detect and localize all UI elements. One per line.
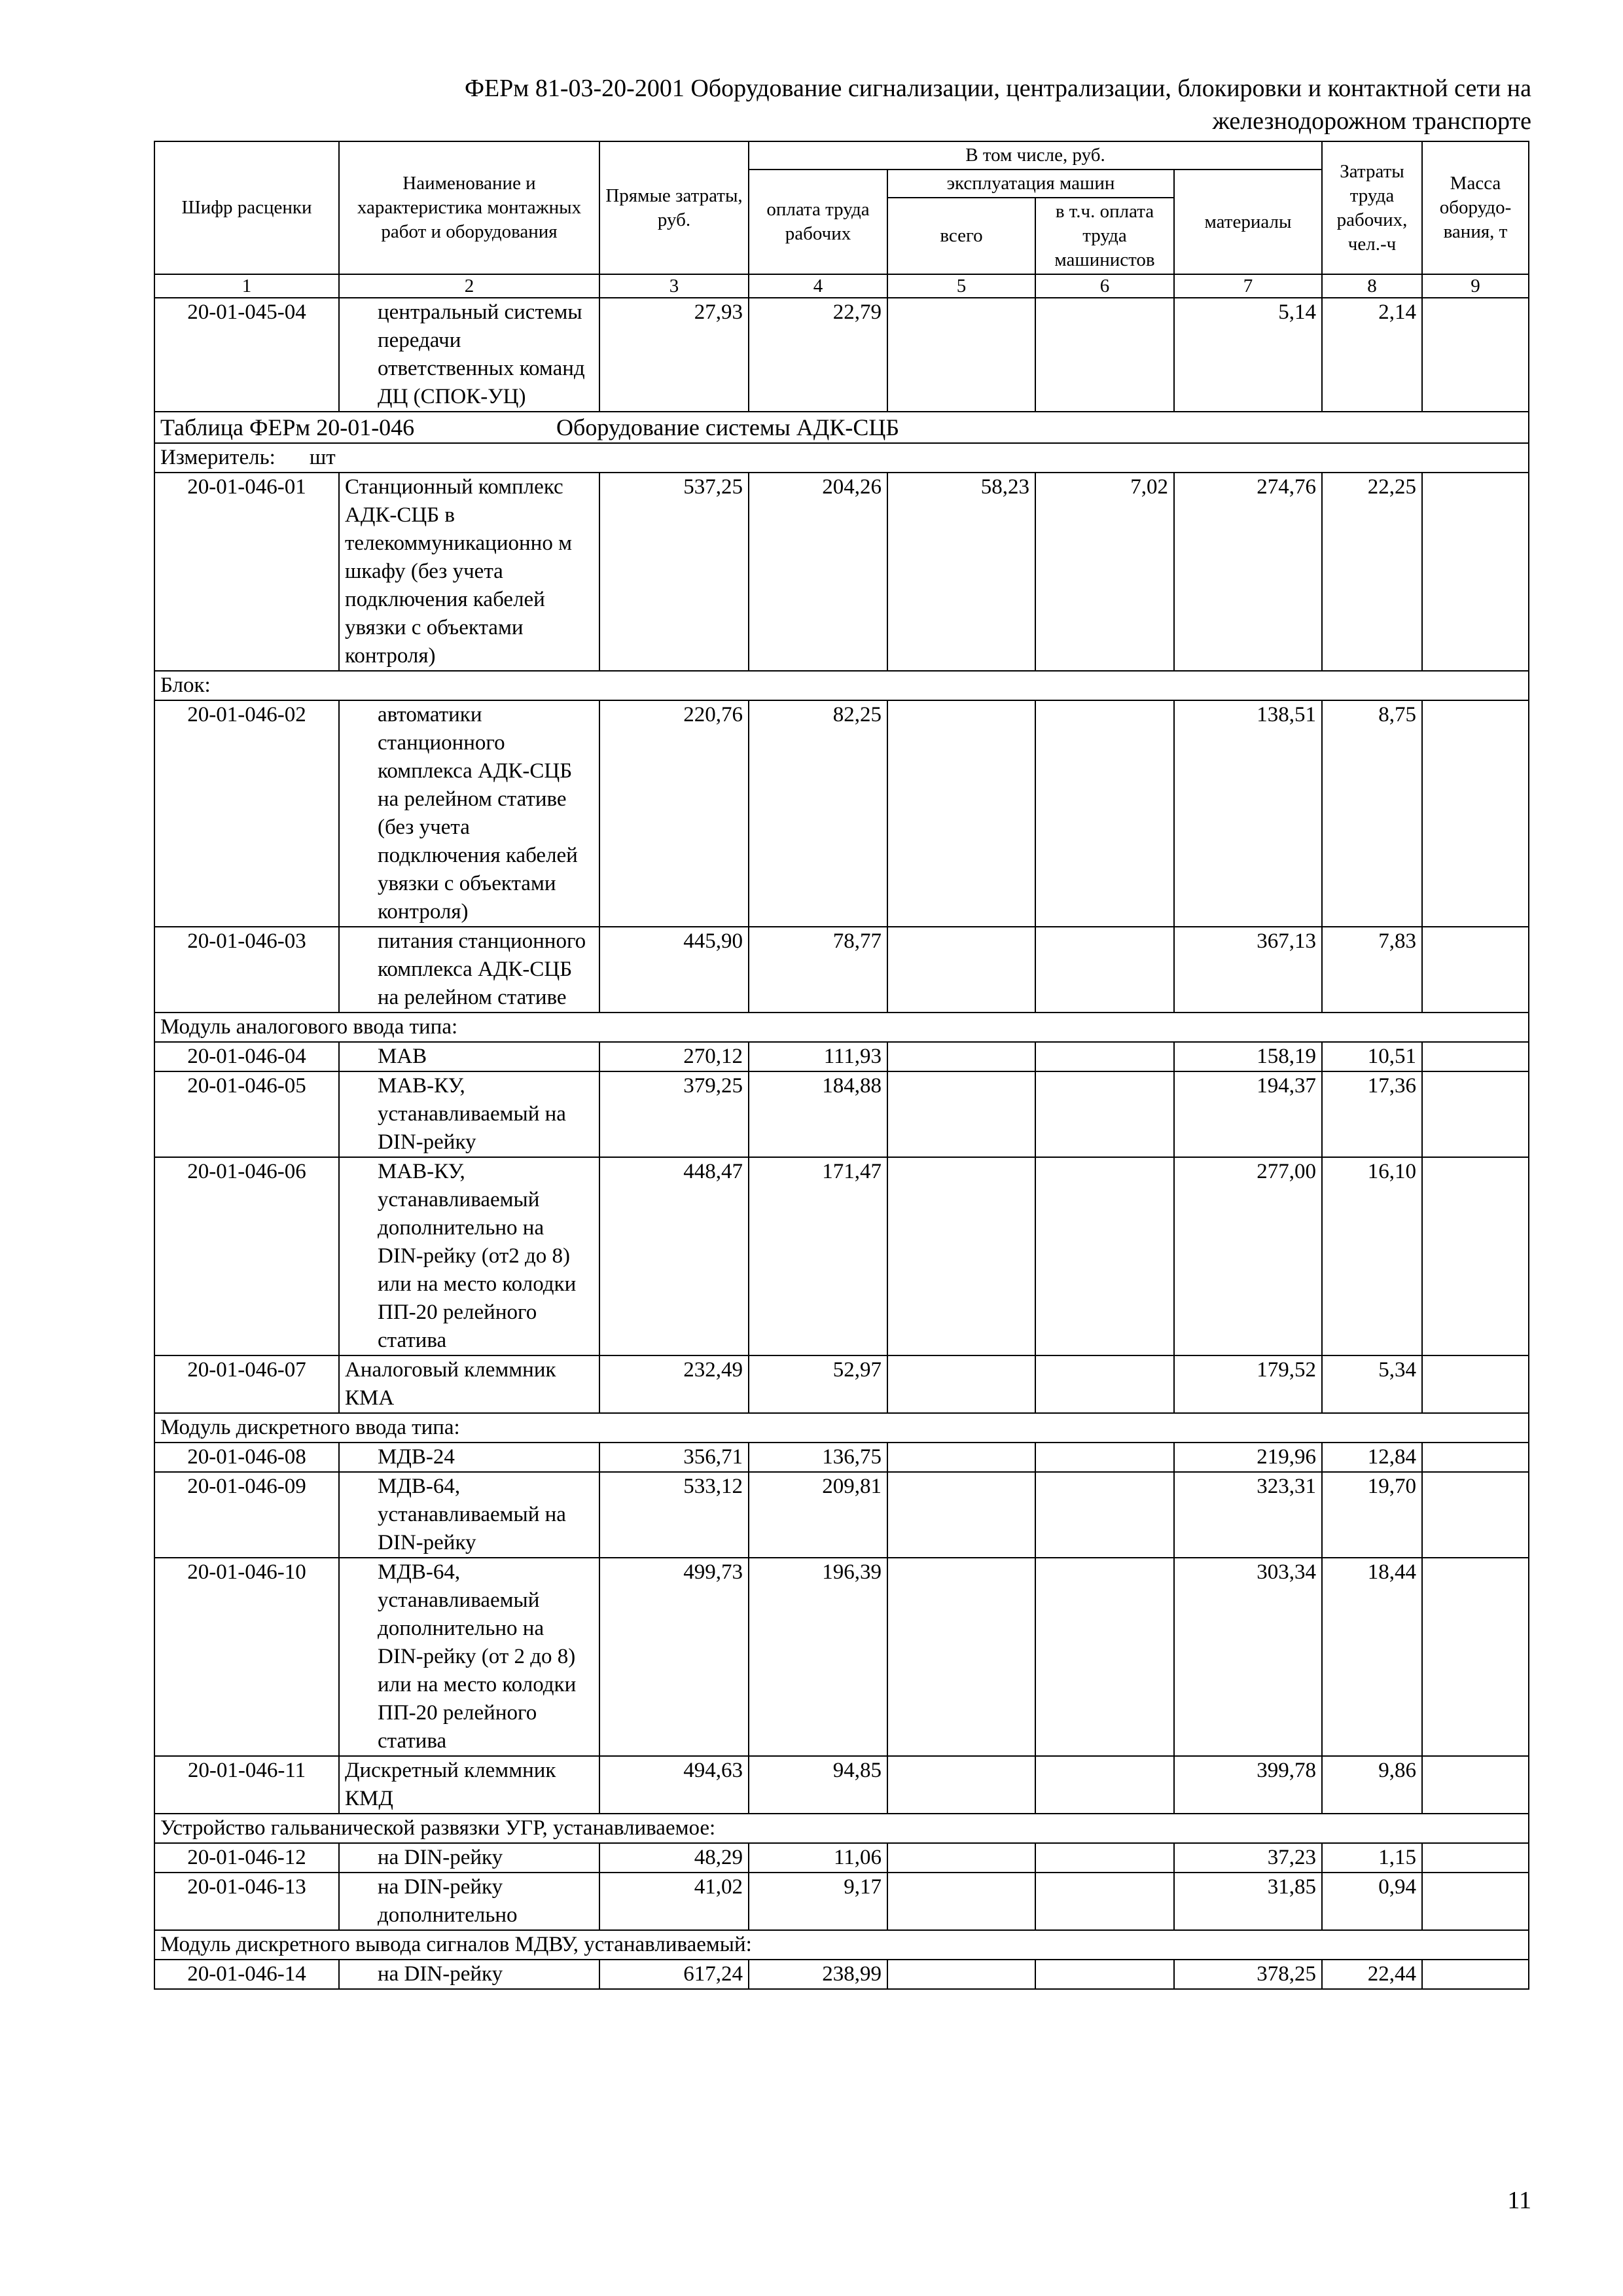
materials: 323,31 <box>1174 1472 1322 1558</box>
direct-cost: 27,93 <box>599 298 749 412</box>
col-header-mass: Масса оборудо-вания, т <box>1422 141 1529 274</box>
mass <box>1422 1843 1529 1873</box>
machinist-pay <box>1035 1042 1174 1071</box>
labor-pay: 209,81 <box>749 1472 887 1558</box>
machines-total <box>887 1960 1035 1989</box>
direct-cost: 48,29 <box>599 1843 749 1873</box>
rate-code: 20-01-046-05 <box>154 1071 339 1157</box>
rate-name: на DIN-рейку <box>339 1960 599 1989</box>
labor-hours: 16,10 <box>1322 1157 1422 1355</box>
table-caption-row <box>154 412 1529 443</box>
direct-cost: 448,47 <box>599 1157 749 1355</box>
labor-pay: 204,26 <box>749 473 887 671</box>
group-label-analog: Модуль аналогового ввода типа: <box>154 1013 1529 1042</box>
labor-hours: 8,75 <box>1322 700 1422 927</box>
labor-pay: 111,93 <box>749 1042 887 1071</box>
machines-total <box>887 927 1035 1013</box>
machinist-pay <box>1035 1355 1174 1413</box>
rate-name: на DIN-рейку <box>339 1843 599 1873</box>
table-row <box>154 927 1529 1013</box>
group-label-ugr: Устройство гальванической развязки УГР, устанавливаемое: <box>154 1814 1529 1843</box>
rate-name: МАВ-КУ, устанавливаемый на DIN-рейку <box>339 1071 599 1157</box>
labor-pay: 238,99 <box>749 1960 887 1989</box>
mass <box>1422 1472 1529 1558</box>
labor-pay: 82,25 <box>749 700 887 927</box>
col-number: 1 <box>154 274 339 298</box>
materials: 274,76 <box>1174 473 1322 671</box>
machines-total <box>887 1843 1035 1873</box>
machines-total <box>887 1756 1035 1814</box>
table-row <box>154 700 1529 927</box>
col-number: 2 <box>339 274 599 298</box>
machines-total <box>887 1157 1035 1355</box>
machinist-pay <box>1035 700 1174 927</box>
mass <box>1422 1960 1529 1989</box>
machinist-pay <box>1035 1843 1174 1873</box>
table-row <box>154 1558 1529 1756</box>
direct-cost: 499,73 <box>599 1558 749 1756</box>
measure-row <box>154 443 1529 473</box>
materials: 179,52 <box>1174 1355 1322 1413</box>
direct-cost: 41,02 <box>599 1873 749 1930</box>
rate-code: 20-01-046-03 <box>154 927 339 1013</box>
col-number: 4 <box>749 274 887 298</box>
table-row <box>154 1756 1529 1814</box>
direct-cost: 537,25 <box>599 473 749 671</box>
col-header-direct: Прямые затраты, руб. <box>599 141 749 274</box>
direct-cost: 356,71 <box>599 1443 749 1472</box>
rate-code: 20-01-046-07 <box>154 1355 339 1413</box>
machinist-pay <box>1035 1960 1174 1989</box>
rate-code: 20-01-046-09 <box>154 1472 339 1558</box>
col-header-code: Шифр расценки <box>154 141 339 274</box>
group-label-mdvu: Модуль дискретного вывода сигналов МДВУ, устанавливаемый: <box>154 1930 1529 1960</box>
table-row <box>154 1157 1529 1355</box>
table-caption <box>154 412 1529 443</box>
table-row <box>154 1071 1529 1157</box>
machinist-pay <box>1035 927 1174 1013</box>
table-label: Таблица ФЕРм 20-01-046 <box>160 414 415 440</box>
col-number: 8 <box>1322 274 1422 298</box>
rate-name: МАВ-КУ, устанавливаемый дополнительно на DIN-рейку (от2 до 8) или на место колодки ПП-20 релейного статива <box>339 1157 599 1355</box>
measure-unit: шт <box>309 446 336 469</box>
rate-code: 20-01-046-04 <box>154 1042 339 1071</box>
labor-hours: 18,44 <box>1322 1558 1422 1756</box>
rate-name: на DIN-рейку дополнительно <box>339 1873 599 1930</box>
labor-pay: 11,06 <box>749 1843 887 1873</box>
machines-total <box>887 1071 1035 1157</box>
machines-total <box>887 298 1035 412</box>
labor-hours: 1,15 <box>1322 1843 1422 1873</box>
rate-code: 20-01-046-14 <box>154 1960 339 1989</box>
rate-code: 20-01-046-08 <box>154 1443 339 1472</box>
labor-pay: 78,77 <box>749 927 887 1013</box>
machinist-pay <box>1035 1558 1174 1756</box>
materials: 277,00 <box>1174 1157 1322 1355</box>
rate-code: 20-01-046-10 <box>154 1558 339 1756</box>
rate-name: Аналоговый клеммник КМА <box>339 1355 599 1413</box>
mass <box>1422 473 1529 671</box>
materials: 37,23 <box>1174 1843 1322 1873</box>
col-number: 3 <box>599 274 749 298</box>
machines-total <box>887 1355 1035 1413</box>
labor-hours: 22,25 <box>1322 473 1422 671</box>
group-row <box>154 1814 1529 1843</box>
rate-code: 20-01-046-13 <box>154 1873 339 1930</box>
machinist-pay <box>1035 1756 1174 1814</box>
rate-name: автоматики станционного комплекса АДК-СЦБ на релейном стативе (без учета подключения кабелей увязки с объектами контроля) <box>339 700 599 927</box>
labor-pay: 196,39 <box>749 1558 887 1756</box>
rate-name: МДВ-64, устанавливаемый на DIN-рейку <box>339 1472 599 1558</box>
machinist-pay <box>1035 298 1174 412</box>
materials: 194,37 <box>1174 1071 1322 1157</box>
rate-code: 20-01-045-04 <box>154 298 339 412</box>
rate-name: МДВ-24 <box>339 1443 599 1472</box>
table-row <box>154 1042 1529 1071</box>
table-row <box>154 1873 1529 1930</box>
materials: 303,34 <box>1174 1558 1322 1756</box>
col-header-labor-cost: Затраты труда рабочих, чел.-ч <box>1322 141 1422 274</box>
direct-cost: 379,25 <box>599 1071 749 1157</box>
mass <box>1422 298 1529 412</box>
machines-total <box>887 700 1035 927</box>
rates-table <box>154 141 1529 1990</box>
measure <box>154 443 1529 473</box>
mass <box>1422 1443 1529 1472</box>
page-number: 11 <box>1507 2187 1531 2214</box>
labor-hours: 22,44 <box>1322 1960 1422 1989</box>
machines-total <box>887 1443 1035 1472</box>
labor-pay: 171,47 <box>749 1157 887 1355</box>
measure-label: Измеритель: <box>160 446 276 469</box>
document-title: ФЕРм 81-03-20-2001 Оборудование сигнализации, централизации, блокировки и контактной сети на железнодорожном транспорте <box>464 75 1531 135</box>
table-row <box>154 298 1529 412</box>
table-row <box>154 1472 1529 1558</box>
col-header-machinist-pay: в т.ч. оплата труда машинистов <box>1035 198 1174 274</box>
materials: 5,14 <box>1174 298 1322 412</box>
rate-name: центральный системы передачи ответственных команд ДЦ (СПОК-УЦ) <box>339 298 599 412</box>
col-header-including: В том числе, руб. <box>749 141 1322 170</box>
mass <box>1422 1157 1529 1355</box>
rate-name: МДВ-64, устанавливаемый дополнительно на DIN-рейку (от 2 до 8) или на место колодки ПП-20 релейного статива <box>339 1558 599 1756</box>
col-number: 6 <box>1035 274 1174 298</box>
group-row <box>154 1930 1529 1960</box>
rate-code: 20-01-046-11 <box>154 1756 339 1814</box>
materials: 31,85 <box>1174 1873 1322 1930</box>
machinist-pay: 7,02 <box>1035 473 1174 671</box>
mass <box>1422 1558 1529 1756</box>
labor-hours: 10,51 <box>1322 1042 1422 1071</box>
table-header <box>154 141 1529 298</box>
table-row <box>154 1960 1529 1989</box>
column-numbers-row <box>154 274 1529 298</box>
machines-total <box>887 1472 1035 1558</box>
mass <box>1422 1873 1529 1930</box>
materials: 219,96 <box>1174 1443 1322 1472</box>
mass <box>1422 1071 1529 1157</box>
machines-total <box>887 1558 1035 1756</box>
rate-code: 20-01-046-06 <box>154 1157 339 1355</box>
col-number: 7 <box>1174 274 1322 298</box>
rate-code: 20-01-046-01 <box>154 473 339 671</box>
machinist-pay <box>1035 1157 1174 1355</box>
labor-pay: 9,17 <box>749 1873 887 1930</box>
labor-pay: 136,75 <box>749 1443 887 1472</box>
materials: 138,51 <box>1174 700 1322 927</box>
machinist-pay <box>1035 1873 1174 1930</box>
labor-hours: 9,86 <box>1322 1756 1422 1814</box>
labor-hours: 2,14 <box>1322 298 1422 412</box>
table-title: Оборудование системы АДК-СЦБ <box>556 414 900 440</box>
group-label-discrete: Модуль дискретного ввода типа: <box>154 1413 1529 1443</box>
machinist-pay <box>1035 1071 1174 1157</box>
labor-pay: 22,79 <box>749 298 887 412</box>
direct-cost: 445,90 <box>599 927 749 1013</box>
table-row <box>154 1843 1529 1873</box>
mass <box>1422 1042 1529 1071</box>
col-header-materials: материалы <box>1174 170 1322 274</box>
machines-total <box>887 1042 1035 1071</box>
direct-cost: 533,12 <box>599 1472 749 1558</box>
group-row <box>154 1013 1529 1042</box>
group-label-block: Блок: <box>154 671 1529 700</box>
table-row <box>154 1355 1529 1413</box>
mass <box>1422 1756 1529 1814</box>
mass <box>1422 927 1529 1013</box>
materials: 399,78 <box>1174 1756 1322 1814</box>
col-number: 5 <box>887 274 1035 298</box>
col-number: 9 <box>1422 274 1529 298</box>
machinist-pay <box>1035 1472 1174 1558</box>
table-row <box>154 1443 1529 1472</box>
col-header-name: Наименование и характеристика монтажных работ и оборудования <box>339 141 599 274</box>
rate-name: питания станционного комплекса АДК-СЦБ на релейном стативе <box>339 927 599 1013</box>
machines-total <box>887 1873 1035 1930</box>
rate-code: 20-01-046-02 <box>154 700 339 927</box>
rate-name: Дискретный клеммник КМД <box>339 1756 599 1814</box>
rate-name: МАВ <box>339 1042 599 1071</box>
direct-cost: 617,24 <box>599 1960 749 1989</box>
group-row <box>154 671 1529 700</box>
materials: 378,25 <box>1174 1960 1322 1989</box>
labor-hours: 7,83 <box>1322 927 1422 1013</box>
labor-hours: 19,70 <box>1322 1472 1422 1558</box>
col-header-machines-total: всего <box>887 198 1035 274</box>
machines-total: 58,23 <box>887 473 1035 671</box>
labor-hours: 12,84 <box>1322 1443 1422 1472</box>
rate-code: 20-01-046-12 <box>154 1843 339 1873</box>
labor-hours: 0,94 <box>1322 1873 1422 1930</box>
direct-cost: 232,49 <box>599 1355 749 1413</box>
table-row <box>154 473 1529 671</box>
direct-cost: 220,76 <box>599 700 749 927</box>
col-header-labor-pay: оплата труда рабочих <box>749 170 887 274</box>
direct-cost: 270,12 <box>599 1042 749 1071</box>
labor-hours: 17,36 <box>1322 1071 1422 1157</box>
mass <box>1422 1355 1529 1413</box>
labor-pay: 184,88 <box>749 1071 887 1157</box>
machinist-pay <box>1035 1443 1174 1472</box>
materials: 367,13 <box>1174 927 1322 1013</box>
direct-cost: 494,63 <box>599 1756 749 1814</box>
materials: 158,19 <box>1174 1042 1322 1071</box>
mass <box>1422 700 1529 927</box>
labor-pay: 52,97 <box>749 1355 887 1413</box>
col-header-machines: эксплуатация машин <box>887 170 1174 198</box>
labor-hours: 5,34 <box>1322 1355 1422 1413</box>
labor-pay: 94,85 <box>749 1756 887 1814</box>
rate-name: Станционный комплекс АДК-СЦБ в телекоммуникационно м шкафу (без учета подключения кабелей увязки с объектами контроля) <box>339 473 599 671</box>
group-row <box>154 1413 1529 1443</box>
